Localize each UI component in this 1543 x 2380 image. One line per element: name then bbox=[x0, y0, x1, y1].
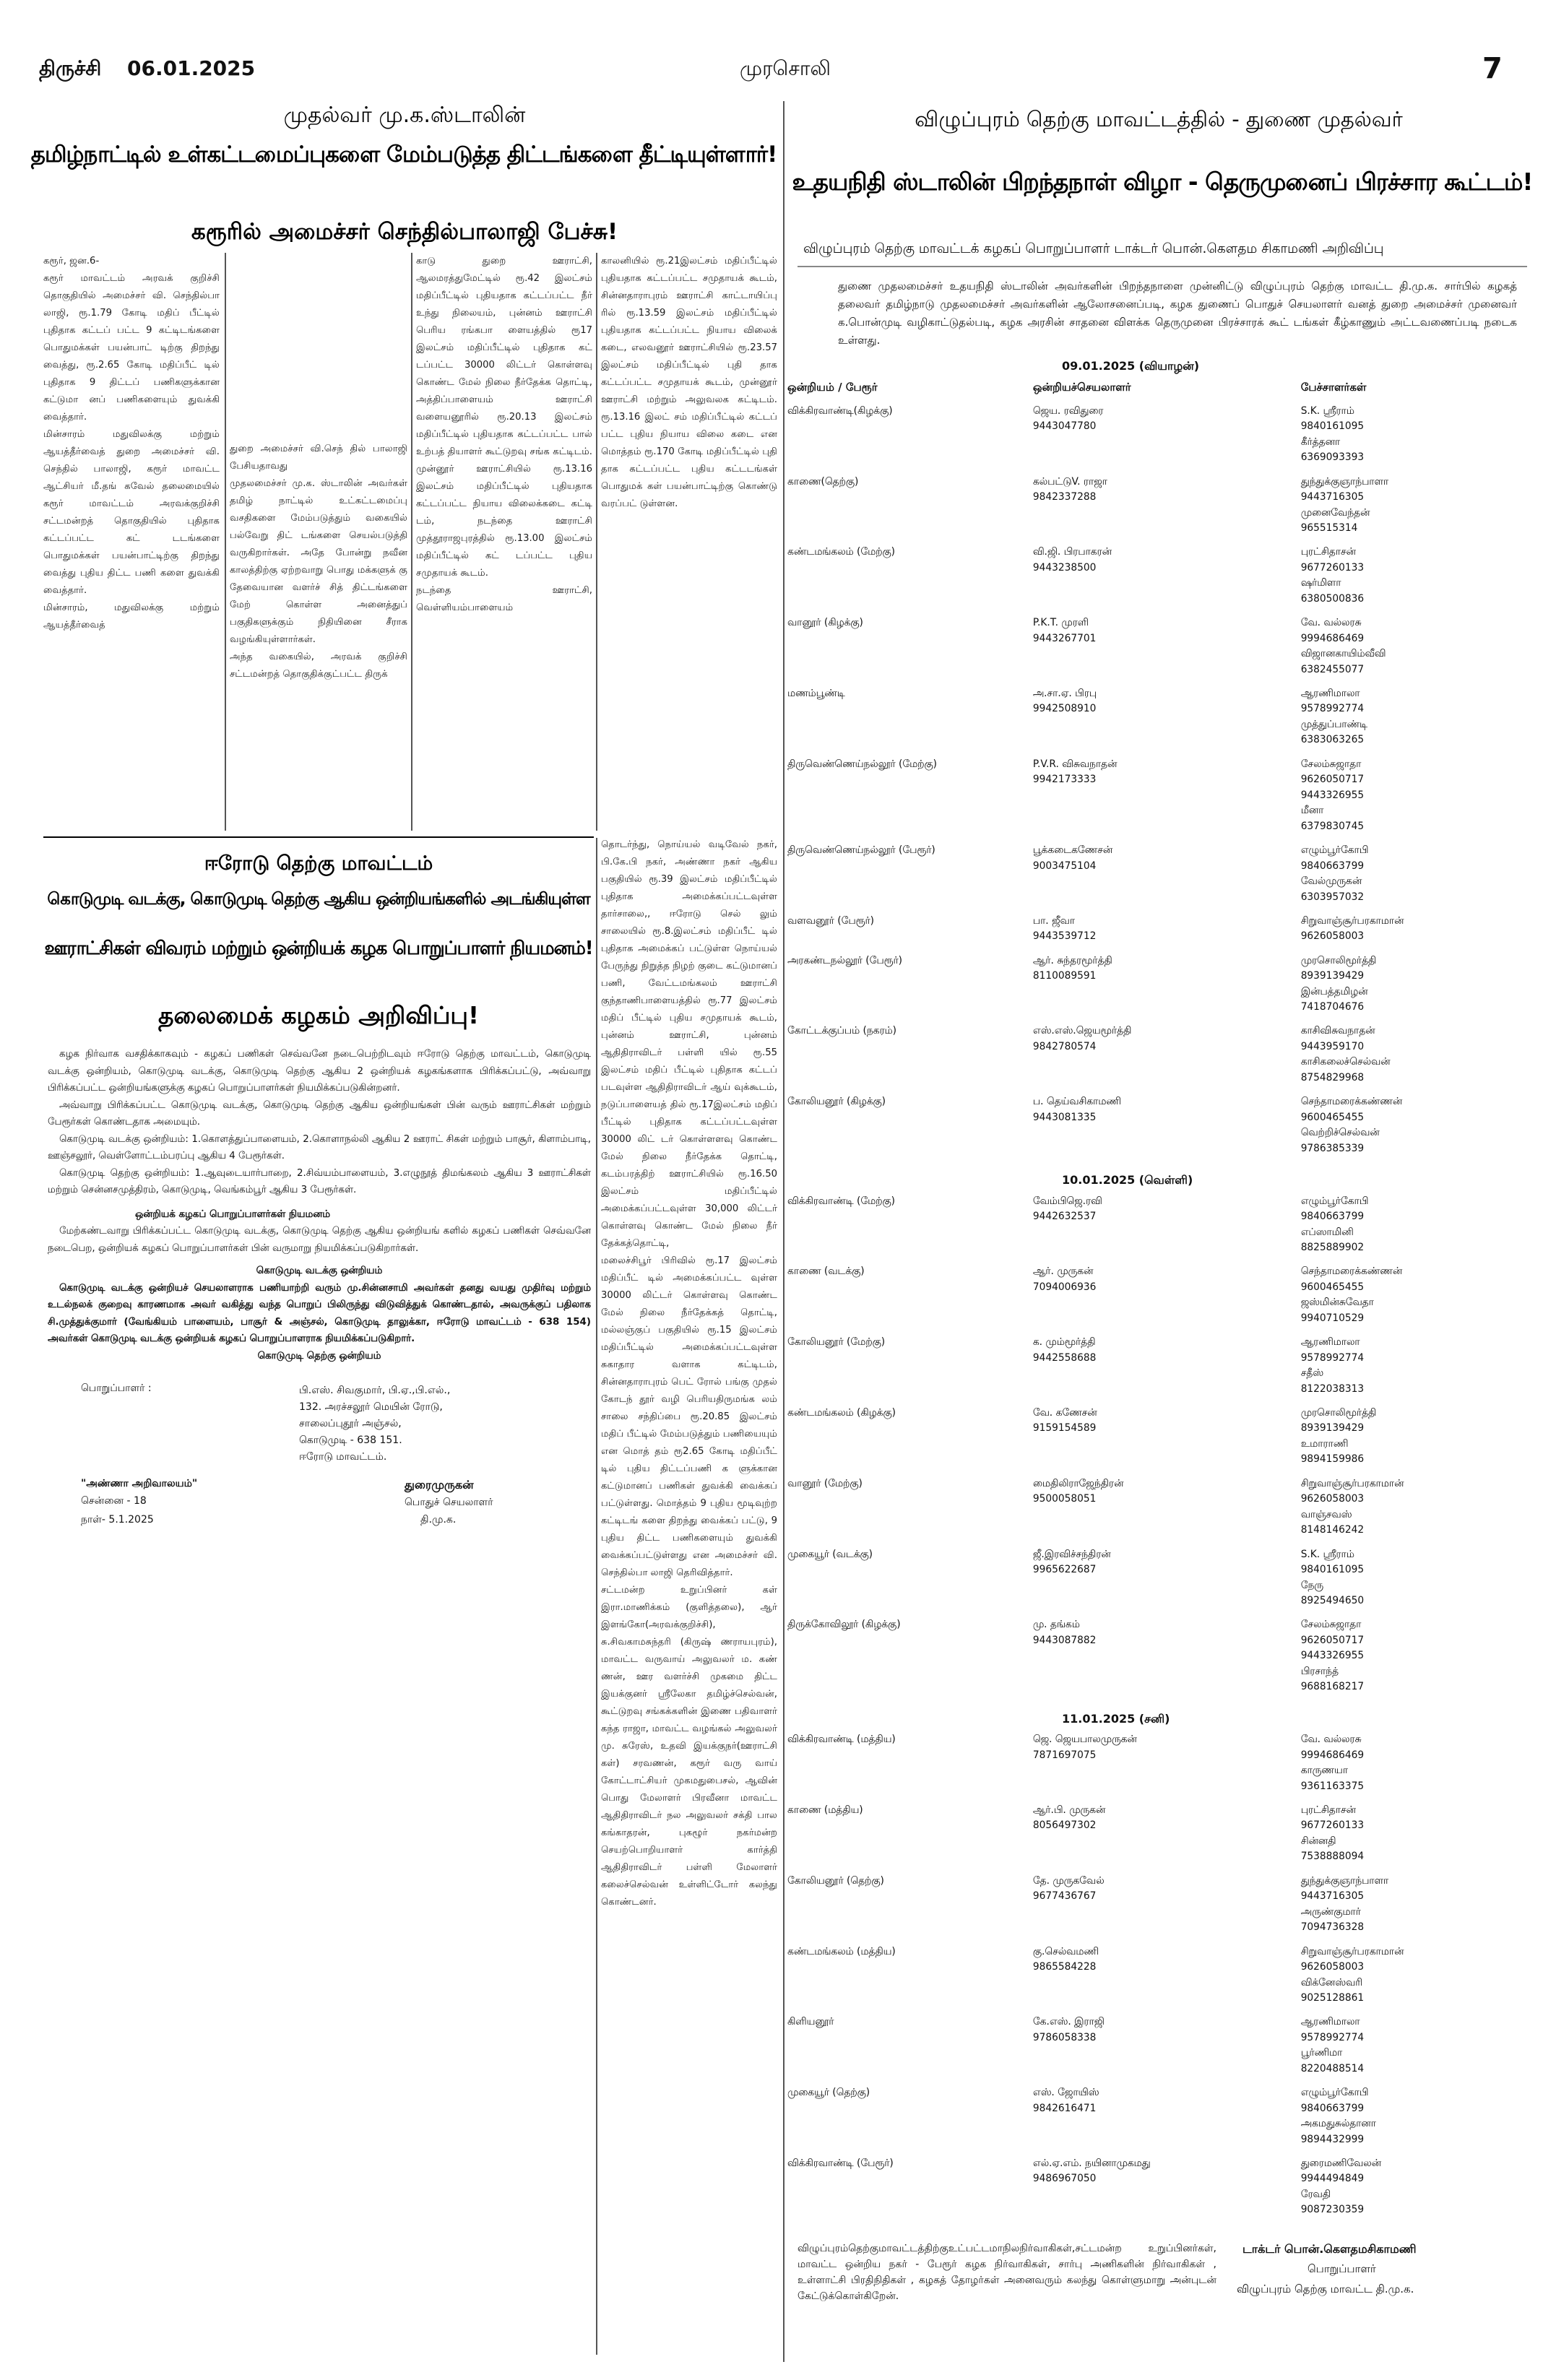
union-name: விக்கிரவாண்டி (பேரூர்) bbox=[787, 2157, 894, 2169]
speakers-contact: வே. வல்லரசு 9994686469 விஜானகாயிம்வீவி 6382455077 bbox=[1300, 617, 1386, 675]
schedule-row bbox=[787, 402, 1531, 473]
union-name: கண்டமங்கலம் (கிழக்கு) bbox=[787, 1406, 896, 1419]
union-name: காணை (மத்திய) bbox=[787, 1804, 863, 1816]
schedule-row bbox=[787, 2084, 1531, 2155]
a2-appointee-role: பொறுப்பாளர் : bbox=[81, 1382, 152, 1394]
secretary-contact: P.V.R. விசுவநாதன் 9942173333 bbox=[1032, 758, 1118, 786]
schedule-row bbox=[787, 1731, 1531, 1801]
secretary-contact: வேம்பிஜெ.ரவி 9442632537 bbox=[1032, 1195, 1102, 1223]
a2-kicker: ஈரோடு தெற்கு மாவட்டம் bbox=[204, 852, 433, 875]
a1-headline: தமிழ்நாட்டில் உள்கட்டமைப்புகளை மேம்படுத்த திட்டங்களை தீட்டியுள்ளார்! bbox=[30, 142, 777, 168]
union-name: மணம்பூண்டி bbox=[787, 687, 845, 699]
header-union: ஒன்றியம் / பேரூர் bbox=[787, 380, 878, 394]
schedule-row bbox=[787, 1404, 1531, 1475]
a3-kicker: விழுப்புரம் தெற்கு மாவட்டத்தில் - துணை முதல்வர் bbox=[915, 107, 1403, 131]
union-name: கண்டமங்கலம் (மேற்கு) bbox=[787, 546, 896, 558]
a2-section-heading-1: ஒன்றியக் கழகப் பொறுப்பாளர்கள் நியமனம் bbox=[135, 1208, 330, 1220]
a2-paragraph-5: மேற்கண்டவாறு பிரிக்கப்பட்ட கொடுமுடி வடக்கு, கொடுமுடி தெற்கு ஆகிய ஒன்றியங் களில் கழகப் பணிகள் செவ்வனே நடைபெற, ஒன்றியக் கழகப் பொறுப்பாளர்கள் பின் வருமாறு நியமிக்கப்படுகிறார்கள். bbox=[48, 1226, 591, 1254]
a2-date: நாள்- 5.1.2025 bbox=[81, 1514, 154, 1526]
schedule-row bbox=[787, 685, 1531, 756]
union-name: கோலியனூர் (தெற்கு) bbox=[787, 1874, 884, 1887]
a3-intro: துணை முதலமைச்சர் உதயநிதி ஸ்டாலின் அவர்களின் பிறந்தநாளை முன்னிட்டு விழுப்புரம் தெற்கு மாவட்ட தி.மு.க. சார்பில் கழகத் தலைவர் தமிழ்நாடு முதலமைச்சர் அவர்களின் ஆலோசனைப்படி, கழக துணைப் பொதுச் செயலாளர் வனத் துறை அமைச்சர் முனைவர் க.பொன்முடி வழிகாட்டுதல்படி, கழக அரசின் சாதனை விளக்க தெருமுனை பிரச்சாரக் கூட் டங்கள் கீழ்காணும் அட்டவணைப்படி நடைக உள்ளது. bbox=[838, 280, 1517, 347]
a2-place: "அண்ணா அறிவாலயம்" bbox=[81, 1478, 198, 1489]
union-name: கிளியனூர் bbox=[787, 2016, 834, 2028]
a2-signatory-role: பொதுச் செயலாளர் bbox=[405, 1497, 493, 1508]
secretary-contact: ஆர். சுந்தரமூர்த்தி 8110089591 bbox=[1032, 954, 1112, 982]
masthead-city: திருச்சி bbox=[39, 56, 102, 80]
a3-headline: உதயநிதி ஸ்டாலின் பிறந்தநாள் விழா - தெருமுனைப் பிரச்சார கூட்டம்! bbox=[792, 168, 1533, 196]
schedule-row bbox=[787, 543, 1531, 614]
schedule-row bbox=[787, 952, 1531, 1023]
column-divider-5 bbox=[783, 101, 785, 2362]
a2-signatory-name: துரைமுருகன் bbox=[405, 1478, 474, 1492]
speakers-contact: வே. வல்லரசு 9994686469 காருணயா 9361163375 bbox=[1300, 1734, 1365, 1792]
speakers-contact: காசிவிசுவநாதன் 9443959170 காசிகலைச்செல்வன் 8754829968 bbox=[1300, 1025, 1391, 1083]
schedule-table bbox=[787, 350, 1531, 2225]
a3-footer-note: விழுப்புரம்தெற்குமாவட்டத்திற்குஉட்பட்டமாநிலநிர்வாகிகள்,சட்டமன்ற உறுப்பினர்கள், மாவட்ட ஒன்றிய நகர் - பேரூர் கழக நிர்வாகிகள், சார்பு அணிகளின் நிர்வாகிகள் , உள்ளாட்சி பிரதிநிதிகள் , கழகத் தோழர்கள் அனைவரும் கலந்து கொள்ளுமாறு அன்புடன் கேட்டுக்கொள்கிறேன். bbox=[798, 2243, 1216, 2302]
union-name: வானூர் (கிழக்கு) bbox=[787, 617, 863, 629]
speakers-contact: செந்தாமரைக்கண்ணன் 9600465455 ஜஸ்மின்சுவேதா 9940710529 bbox=[1300, 1265, 1403, 1324]
a2-paragraph-1: கழக நிர்வாக வசதிக்காகவும் - கழகப் பணிகள் செவ்வனே நடைபெற்றிடவும் ஈரோடு தெற்கு மாவட்டம், கொடுமுடி வடக்கு ஒன்றியம், கொடுமுடி வடக்கு, கொடுமுடி தெற்கு ஆகிய 2 ஒன்றியக் கழகங்களாக பிரிக்கப்பட்டு, அவ்வாறு பிரிக்கப்பட்ட ஒன்றியங்களுக்கு கழகப் பொறுப்பாளர்கள் நியமிக்கப்படுகின்றனர். bbox=[48, 1049, 591, 1094]
secretary-contact: எஸ். ஜோயிஸ் 9842616471 bbox=[1032, 2087, 1099, 2114]
schedule-date: 11.01.2025 (சனி) bbox=[1062, 1711, 1170, 1726]
union-name: விக்கிரவாண்டி (மேற்கு) bbox=[787, 1195, 896, 1207]
speakers-contact: முரசொலிமூர்த்தி 8939139429 உமாராணி 9894159986 bbox=[1300, 1406, 1377, 1466]
column-divider-2 bbox=[411, 253, 412, 831]
a2-paragraph-2: அவ்வாறு பிரிக்கப்பட்ட கொடுமுடி வடக்கு, கொடுமுடி தெற்கு ஆகிய ஒன்றியங்கள் பின் வரும் ஊராட்சிகள் மற்றும் பேரூர்கள் கொண்டதாக அமையும். bbox=[48, 1099, 591, 1128]
schedule-row bbox=[787, 841, 1531, 912]
masthead-paper: முரசொலி bbox=[740, 56, 831, 80]
union-name: காணை(தெற்கு) bbox=[787, 475, 859, 488]
a2-paragraph-6: கொடுமுடி வடக்கு ஒன்றியச் செயலாளராக பணியாற்றி வரும் மு.சின்னசாமி அவர்கள் தனது வயது முதிர்வு மற்றும் உடல்நலக் குறைவு காரணமாக அவர் வகித்து வந்த பொறுப் பிலிருந்து விடுவித்துக் கொண்டதால், அவருக்குப் பதிலாக சி.முத்துக்குமார் (வேங்கியம் பாளையம், பாசூர் & அஞ்சல், கொடுமுடி தாலுக்கா, ஈரோடு மாவட்டம் - 638 154) அவர்கள் கொடுமுடி வடக்கு ஒன்றியக் கழகப் பொறுப்பாளராக நியமிக்கப்படுகிறார். bbox=[48, 1282, 591, 1344]
speakers-contact: S.K. ஸ்ரீராம் 9840161095 கீர்த்தனா 6369093393 bbox=[1300, 404, 1365, 464]
schedule-header-row bbox=[787, 378, 1531, 402]
secretary-contact: க. மும்மூர்த்தி 9442558688 bbox=[1032, 1336, 1097, 1364]
speakers-contact: எழும்பூர்கோபி 9840663799 எப்ஸாமினி 8825889902 bbox=[1300, 1195, 1369, 1254]
schedule-date: 10.01.2025 (வெள்ளி) bbox=[1062, 1173, 1193, 1187]
union-name: கண்டமங்கலம் (மத்திய) bbox=[787, 1945, 896, 1957]
column-divider-3 bbox=[596, 253, 597, 831]
speakers-contact: சேலம்சுஜாதா 9626050717 9443326955 பிரசாந்த் 9688168217 bbox=[1300, 1619, 1365, 1693]
schedule-row bbox=[787, 2155, 1531, 2225]
speakers-contact: துந்துக்குஞாந்பாளா 9443716305 முனைவேந்தன் 965515314 bbox=[1300, 475, 1389, 535]
secretary-contact: தே. முருகவேல் 9677436767 bbox=[1032, 1874, 1105, 1903]
union-name: திருவெண்ணெய்நல்லூர் (மேற்கு) bbox=[787, 758, 938, 770]
speakers-contact: முரசொலிமூர்த்தி 8939139429 இன்பத்தமிழன் 7418704676 bbox=[1300, 954, 1377, 1013]
secretary-contact: எல்.ஏ.எம். நயினாமுகமது 9486967050 bbox=[1032, 2157, 1151, 2185]
a2-headline-line-1: கொடுமுடி வடக்கு, கொடுமுடி தெற்கு ஆகிய ஒன்றியங்களில் அடங்கியுள்ள bbox=[47, 890, 590, 909]
a2-subheadline: தலைமைக் கழகம் அறிவிப்பு! bbox=[157, 1001, 480, 1029]
schedule-row bbox=[787, 1475, 1531, 1546]
a1-column-1: கரூர், ஜன.6- கரூர் மாவட்டம் அரவக் குறிச்சி தொகுதியில் அமைச்சர் வி. செந்தில்பா லாஜி, ரூ.1.79 கோடி மதிப் பீட்டில் புதிதாக கட்டப் பட்ட 9 கட்டிடங்களை பொதுமக்கள் பயன்பாட் டிற்கு திறந்து வைத்து, ரூ.2.65 கோடி மதிப்பீட் டில் புதிதாக 9 திட்டப் பணிகளுக்கான கட்டுமா னப் பணிகளையும் துவக்கி வைத்தார். மின்சாரம் மதுவிலக்கு மற்றும் ஆயத்தீர்வைத் துறை அமைச்சர் வி. செந்தில் பாலாஜி, கரூர் மாவட்ட ஆட்சியர் மீ.தங் கவேல் தலைமையில் கரூர் மாவட்டம் அரவக்குறிச்சி சட்டமன்றத் தொகுதியில் புதிதாக கட்டப்பட்ட கட் டடங்களை பொதுமக்கள் பயன்பாட்டிற்கு திறந்து வைத்து புதிய திட்ட பணி களை துவக்கி வைத்தார். மின்சாரம், மதுவிலக்கு மற்றும் ஆயத்தீர்வைத் bbox=[43, 256, 220, 631]
a3-signatory-org: விழுப்புரம் தெற்கு மாவட்ட தி.மு.க. bbox=[1237, 2282, 1414, 2295]
speakers-contact: சிறுவாஞ்சூர்பரகாமான் 9626058003 bbox=[1300, 914, 1404, 943]
a2-appointee-address: பி.எஸ். சிவகுமார், பி.ஏ.,பி.எல்., 132. அரச்சலூர் மெயின் ரோடு, சாலைப்புதூர் அஞ்சல், கொடுமுடி - 638 151. ஈரோடு மாவட்டம். bbox=[299, 1385, 451, 1463]
schedule-row bbox=[787, 1333, 1531, 1404]
speakers-contact: எழும்பூர்கோபி 9840663799 அகமதுசுல்தானா 9894432999 bbox=[1300, 2087, 1376, 2145]
column-divider-4 bbox=[596, 838, 597, 2355]
union-name: கோலியனூர் (கிழக்கு) bbox=[787, 1096, 886, 1108]
schedule-row bbox=[787, 756, 1531, 841]
secretary-contact: மு. தங்கம் 9443087882 bbox=[1032, 1619, 1097, 1646]
article-divider bbox=[43, 836, 594, 838]
schedule-date: 09.01.2025 (வியாழன்) bbox=[1062, 359, 1200, 373]
secretary-contact: ஜீ.இரவிச்சந்திரன் 9965622687 bbox=[1032, 1548, 1111, 1576]
union-name: திருக்கோவிலூர் (கிழக்கு) bbox=[787, 1619, 901, 1631]
secretary-contact: ஜெய. ரவிதுரை 9443047780 bbox=[1032, 404, 1104, 433]
speakers-contact: துந்துக்குஞாந்பாளா 9443716305 அருண்குமார் 7094736328 bbox=[1300, 1874, 1389, 1934]
a3-subheadline: விழுப்புரம் தெற்கு மாவட்டக் கழகப் பொறுப்பாளர் டாக்டர் பொன்.கௌதம சிகாமணி அறிவிப்பு bbox=[803, 241, 1384, 256]
union-name: முகையூர் (தெற்கு) bbox=[787, 2087, 870, 2099]
a1-subheadline: கரூரில் அமைச்சர் செந்தில்பாலாஜி பேச்சு! bbox=[191, 219, 618, 245]
secretary-contact: கு.செல்வமணி 9865584228 bbox=[1032, 1945, 1099, 1973]
secretary-contact: எஸ்.எஸ்.ஜெயமூர்த்தி 9842780574 bbox=[1032, 1025, 1132, 1052]
schedule-row bbox=[787, 1022, 1531, 1093]
secretary-contact: கல்பட்டுV. ராஜா 9842337288 bbox=[1032, 475, 1107, 503]
speakers-contact: சிறுவாஞ்சூர்பரகாமான் 9626058003 விக்னேஸ்வரி 9025128861 bbox=[1300, 1945, 1404, 2004]
a2-headline-line-2: ஊராட்சிகள் விவரம் மற்றும் ஒன்றியக் கழக பொறுப்பாளர் நியமனம்! bbox=[44, 938, 593, 959]
speakers-contact: சிறுவாஞ்சூர்பரகாமான் 9626058003 வாஞ்சவஸ் 8148146242 bbox=[1300, 1477, 1404, 1536]
masthead-page-number: 7 bbox=[1482, 52, 1503, 85]
speakers-contact: புரட்சிதாசன் 9677260133 சின்னதி 7538888094 bbox=[1300, 1804, 1365, 1863]
schedule-row bbox=[787, 912, 1531, 952]
secretary-contact: பூக்கடைகணேசன் 9003475104 bbox=[1032, 844, 1113, 872]
speakers-contact: புரட்சிதாசன் 9677260133 ஷர்மிளா 6380500836 bbox=[1300, 546, 1365, 605]
a2-paragraph-3: கொடுமுடி வடக்கு ஒன்றியம்: 1.கொளத்துப்பாளையம், 2.கொளாநல்லி ஆகிய 2 ஊராட் சிகள் மற்றும் பாசூர், கிளாம்பாடி, ஊஞ்சலூர், வெள்ளோட்டம்பரப்பு ஆகிய 4 பேரூர்கள். bbox=[48, 1133, 591, 1161]
a2-signatory-org: தி.மு.க. bbox=[420, 1514, 457, 1526]
schedule-date-row bbox=[787, 1164, 1531, 1193]
union-name: விக்கிரவாண்டி(கிழக்கு) bbox=[787, 404, 893, 417]
secretary-contact: P.K.T. முரளி 9443267701 bbox=[1032, 617, 1097, 644]
schedule-row bbox=[787, 1943, 1531, 2014]
a1-continuation: தொடர்ந்து, நொய்யல் வடிவேல் நகர், பி.கே.பி நகர், அண்ணா நகர் ஆகிய பகுதியில் ரூ.39 இலட்சம் மதிப்பீட்டில் புதிதாக அமைக்கப்பட்டவுள்ள தார்சாலை,, ஈரோடு செல் லும் சாலையில் ரூ.8.இலட்சம் மதிப்பீட் டில் புதிதாக அமைக்கப் பட்டுள்ள நொய்யல் பேருந்து நிறுத்த நிழற் குடை கட்டுமானப் பணி, வேட்டமங்கலம் ஊராட்சி குந்தாணிபாளையத்தில் ரூ.77 இலட்சம் மதிப் பீட்டில் புதிய சமுதாயக் கூடம், புன்னம் ஊராட்சி, புன்னம் ஆதிதிராவிடர் பள்ளி யில் ரூ.55 இலட்சம் மதிப் பீட்டில் புதிதாக கட்டப் படவுள்ள ஆதிதிராவிடர் ஆய் வுக்கூடம், நடுப்பாளையத் தில் ரூ.17இலட்சம் மதிப் பீட்டில் புதிதாக கட்டப்பட்டவுள்ள 30000 லிட் டர் கொள்ளளவு கொண்ட மேல் நிலை நீர்தேக்க தொட்டி, கடம்பரத்திற் ஊராட்சியில் ரூ.16.50 இலட்சம் மதிப்பீட்டில் அமைக்கப்பட்டவுள்ள 30,000 லிட்டர் கொள்ளவு கொண்ட மேல் நிலை நீர் தேக்கத்தொட்டி, மலைச்சிபூர் பிரிவில் ரூ.17 இலட்சம் மதிப்பீட் டில் அமைக்கப்பட்ட வுள்ள 30000 லிட்டர் கொள்ளவு கொண்ட மேல் நிலை நீர்தேக்கத் தொட்டி, மல்லஞ்குப் பகுதியில் ரூ.15 இலட்சம் மதிப்பீட்டில் அமைக்கப்பட்டவுள்ள சுகாதார வளாக கட்டிடம், சின்னதாராபுரம் பெட் ரோல் பங்கு முதல் கோடந் தூர் வழி பெரியதிருமங்க லம் சாலை சந்திப்பை ரூ.20.85 இலட்சம் மதிப் பீட்டில் மேம்படுத்தும் பணியையும் என மொத் தம் ரூ2.65 கோடி மதிப்பீட் டில் புதிய திட்டப்பணி க ளுக்கான கட்டுமானப் பணிகள் துவக்கி வைக்கப் பட்டுள்ளது. மொத்தம் 9 புதிய மூடிவுற்ற கட்டிடங் களை திறந்து வைக்கப் பட்டு, 9 புதிய திட்ட பணிகளையும் துவக்கி வைக்கப்பட்டுள்ளது என அமைச்சர் வி. செந்தில்பா லாஜி தெரிவித்தார். சட்டமன்ற உறுப்பினர் கள் இரா.மாணிக்கம் (குளித்தலை), ஆர் இளங்கோ(அரவக்குறிச்சி), சு.சிவகாமசுந்தரி (கிருஷ் ணராயபுரம்), மாவட்ட வருவாய் அலுவலர் ம. கண் ணன், ஊர வளர்ச்சி முகமை திட்ட இயக்குனர் ஸ்ரீலேகா தமிழ்ச்செல்வன், கூட்டுறவு சங்கக்களின் இணை பதிவாளர் கந்த ராஜா, மாவட்ட வழங்கல் அலுவலர் மு. சுரேஸ், உதவி இயக்குநர்(ஊராட்சி கள்) சரவணன், கரூர் வரு வாய் கோட்டாட்சியர் முகமதுபைசல், ஆவின் பொது மேலாளர் பிரவீனா மாவட்ட ஆதிதிராவிடர் நல அலுவலர் சக்தி பால கங்காதரன், புகழூர் நகர்மன்ற செயற்பொறியாளர் கார்த்தி ஆதிதிராவிடர் பள்ளி மேலாளர் கலைச்செல்வன் உள்ளிட்டோர் கலந்து கொண்டனர். bbox=[601, 839, 777, 1908]
union-name: விக்கிரவாண்டி (மத்திய) bbox=[787, 1734, 896, 1746]
schedule-row bbox=[787, 2013, 1531, 2084]
union-name: கோட்டக்குப்பம் (நகரம்) bbox=[787, 1025, 896, 1037]
schedule-date-row bbox=[787, 1702, 1531, 1731]
speakers-contact: ஆரணிமாலா 9578992774 சதீஸ் 8122038313 bbox=[1300, 1336, 1365, 1395]
a2-city: சென்னை - 18 bbox=[81, 1495, 147, 1507]
secretary-contact: ஆர். முருகன் 7094006936 bbox=[1032, 1265, 1097, 1293]
secretary-contact: ப. தெய்வசிகாமணி 9443081335 bbox=[1032, 1096, 1121, 1123]
schedule-row bbox=[787, 1546, 1531, 1617]
masthead-date: 06.01.2025 bbox=[127, 56, 256, 80]
a1-kicker: முதல்வர் மு.க.ஸ்டாலின் bbox=[283, 103, 526, 128]
union-name: முகையூர் (வடக்கு) bbox=[787, 1548, 873, 1560]
schedule-row bbox=[787, 1872, 1531, 1943]
a2-section-heading-2: கொடுமுடி வடக்கு ஒன்றியம் bbox=[256, 1265, 383, 1276]
secretary-contact: பா. ஜீவா 9443539712 bbox=[1032, 914, 1097, 943]
union-name: வளவனூர் (பேரூர்) bbox=[787, 914, 875, 927]
masthead bbox=[0, 0, 1543, 85]
a2-paragraph-4: கொடுமுடி தெற்கு ஒன்றியம்: 1.ஆவுடையார்பாறை, 2.சிவ்யம்பாளையம், 3.எழுநூத் திமங்கலம் ஆகிய 3 ஊராட்சிகள் மற்றும் சென்னசமுத்திரம், கொடுமுடி, வெங்கம்பூர் ஆகிய 3 பேரூர்கள். bbox=[48, 1167, 591, 1195]
a2-section-heading-3: கொடுமுடி தெற்கு ஒன்றியம் bbox=[257, 1350, 381, 1362]
speakers-contact: எழும்பூர்கோபி 9840663799 வேல்முருகன் 6303957032 bbox=[1300, 844, 1369, 903]
a1-column-2: துறை அமைச்சர் வி.செந் தில் பாலாஜி பேசியதாவது முதலமைச்சர் மு.க. ஸ்டாலின் அவர்கள் தமிழ் நாட்டில் உட்கட்டமைப்பு வசதிகளை மேம்படுத்தும் வகையில் பல்வேறு திட் டங்களை செயல்படுத்தி வருகிறார்கள். அதே போன்று நவீன காலத்திற்கு ஏற்றவாறு பொது மக்களுக் கு தேவையான வளர்ச் சித் திட்டங்களை மேற் கொள்ள அனைத்துப் பகுதிகளுக்கும் நிதியினை சீராக வழங்கியுள்ளார்கள். அந்த வகையில், அரவக் குறிச்சி சட்டமன்றத் தொகுதிக்குட்பட்ட திருக் bbox=[230, 443, 407, 680]
speakers-contact: ஆரணிமாலா 9578992774 முத்துப்பாண்டி 6383063265 bbox=[1300, 687, 1367, 746]
header-speakers: பேச்சாளர்கள் bbox=[1300, 380, 1367, 394]
secretary-contact: வே. கணேசன் 9159154589 bbox=[1032, 1406, 1097, 1435]
schedule-row bbox=[787, 1801, 1531, 1872]
schedule-date-row bbox=[787, 350, 1531, 378]
column-divider-1 bbox=[225, 253, 226, 831]
secretary-contact: கே.எஸ். இராஜி 9786058338 bbox=[1032, 2016, 1105, 2043]
secretary-contact: ஆர்.பி. முருகன் 8056497302 bbox=[1032, 1804, 1106, 1832]
schedule-row bbox=[787, 1193, 1531, 1263]
a3-signatory-role: பொறுப்பாளர் bbox=[1308, 2262, 1376, 2275]
schedule-row bbox=[787, 1616, 1531, 1702]
secretary-contact: அ.சா.ஏ. பிரபு 9942508910 bbox=[1032, 687, 1097, 715]
speakers-contact: S.K. ஸ்ரீராம் 9840161095 நேரு 8925494650 bbox=[1300, 1548, 1365, 1607]
union-name: திருவெண்ணெய்நல்லூர் (பேரூர்) bbox=[787, 844, 935, 857]
speakers-contact: செந்தாமரைக்கண்ணன் 9600465455 வெற்றிச்செல்வன் 9786385339 bbox=[1300, 1096, 1403, 1154]
schedule-row bbox=[787, 614, 1531, 685]
union-name: காணை (வடக்கு) bbox=[787, 1265, 865, 1278]
a1-column-3: காடு துறை ஊராட்சி, ஆலமரத்துமேட்டில் ரூ.42 இலட்சம் மதிப்பீட்டில் புதியதாக கட்டப்பட்ட நீர் உந்து நிலையம், புன்னம் ஊராட்சி பெரிய ரங்கபா ளையத்தில் ரூ17 இலட்சம் மதிப்பீட்டில் புதிதாக கட் டப்பட்ட 30000 லிட்டர் கொள்ளவு கொண்ட மேல் நிலை நீர்தேக்க தொட்டி, அத்திப்பாளையம் ஊராட்சி வளையனூரில் ரூ.20.13 இலட்சம் மதிப்பீட்டில் புதியதாக கட்டப்பட்ட பால் உற்பத் தியாளர் கூட்டுறவு சங்க கட்டிடம். முன்னூர் ஊராட்சியில் ரூ.13.16 இலட்சம் மதிப்பீட்டில் புதியதாக கட்டப்பட்ட நியாய விலைக்கடை கட்டி டம், நடந்தை ஊராட்சி முத்தூராஜபுரத்தில் ரூ.13.00 இலட்சம் மதிப்பீட்டில் கட் டப்பட்ட புதிய சமுதாயக் கூடம். நடந்தை ஊராட்சி, வெள்ளியம்பாளையம் bbox=[416, 256, 592, 613]
a3-rule bbox=[798, 266, 1527, 267]
union-name: அரகண்டநல்லூர் (பேரூர்) bbox=[787, 954, 903, 966]
header-secretary: ஒன்றியச்செயலாளர் bbox=[1032, 380, 1131, 394]
speakers-contact: துரைமணிவேலன் 9944494849 ரேவதி 9087230359 bbox=[1300, 2157, 1381, 2216]
secretary-contact: வி.ஜி. பிரபாகரன் 9443238500 bbox=[1032, 546, 1112, 574]
secretary-contact: ஜெ. ஜெயபாலமுருகன் 7871697075 bbox=[1032, 1734, 1137, 1761]
union-name: வானூர் (மேற்கு) bbox=[787, 1477, 863, 1489]
union-name: கோலியனூர் (மேற்கு) bbox=[787, 1336, 886, 1349]
schedule-row bbox=[787, 1263, 1531, 1333]
a1-column-4: காலனியில் ரூ.21இலட்சம் மதிப்பீட்டில் புதியதாக கட்டப்பட்ட சமுதாயக் கூடம், சின்னதாராபுரம் ஊராட்சி காட்டாயிப்பு ரில் ரூ.13.59 இலட்சம் மதிப்பீட்டில் புதியதாக கட்டப்பட்ட நியாய விலைக் கடை, எலவனூர் ஊராட்சியில் ரூ.23.57 இலட்சம் மதிப்பீட்டில் புதி தாக கட்டப்பட்ட சமுதாயக் கூடம், முன்னூர் ஊராட்சி மற்றும் அலுவலக கட்டிடம். ரூ.13.16 இலட் சம் மதிப்பீட்டில் கட்டப் பட்ட புதிய நியாய விலை கடை என மொத்தம் ரூ.170 கோடி மதிப்பீட்டில் புதி தாக கட்டப்பட்ட புதிய கட்டடங்கள் பொதுமக் கள் பயன்பாட்டிற்கு கொண்டு வரப்பட் டுள்ளன. bbox=[601, 256, 777, 509]
secretary-contact: மைதிலிராஜேந்திரன் 9500058051 bbox=[1032, 1477, 1124, 1505]
schedule-row bbox=[787, 1093, 1531, 1164]
speakers-contact: ஆரணிமாலா 9578992774 பூர்ணிமா 8220488514 bbox=[1300, 2016, 1365, 2074]
schedule-row bbox=[787, 473, 1531, 544]
a2-body bbox=[48, 1046, 591, 1364]
a3-signatory-name: டாக்டர் பொன்.கௌதமசிகாமணி bbox=[1242, 2242, 1417, 2256]
speakers-contact: சேலம்சுஜாதா 9626050717 9443326955 மீனா 6379830745 bbox=[1300, 758, 1365, 832]
